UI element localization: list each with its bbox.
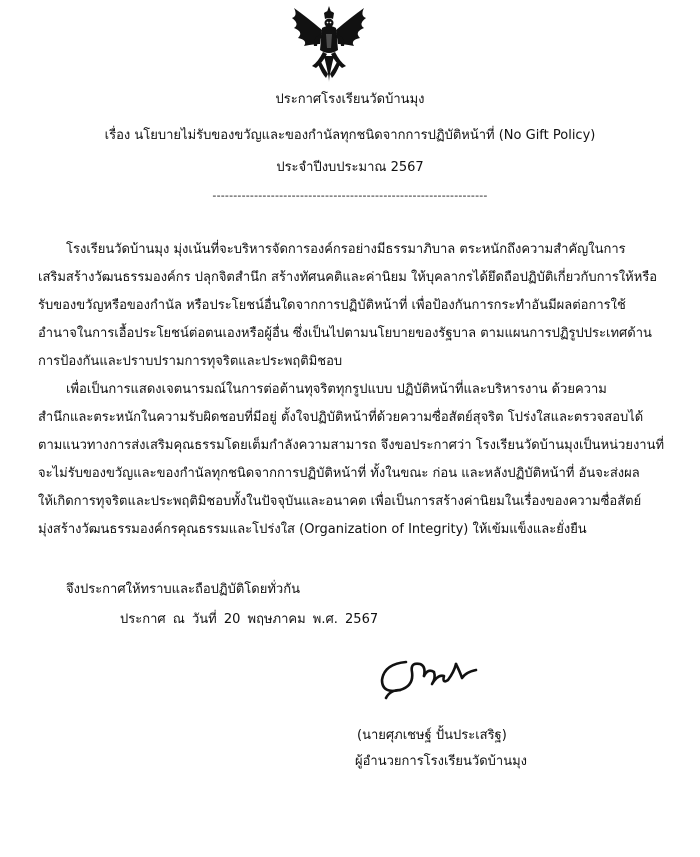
paragraph-line: ตามแนวทางการส่งเสริมคุณธรรมโดยเต็มกำลังความสามารถ จึงขอประกาศว่า โรงเรียนวัดบ้านมุงเป็นหน่วยงานที่ bbox=[38, 438, 665, 453]
paragraph-line: อำนาจในการเอื้อประโยชน์ต่อตนเองหรือผู้อื่น ซึ่งเป็นไปตามนโยบายของรัฐบาล ตามแผนการปฏิรูปประเทศด้าน bbox=[38, 326, 652, 341]
paragraph-line: การป้องกันและปราบปรามการทุจริตและประพฤติมิชอบ bbox=[38, 354, 343, 369]
paragraph-line: จะไม่รับของขวัญและของกำนัลทุกชนิดจากการปฏิบัติหน้าที่ ทั้งในขณะ ก่อน และหลังปฏิบัติหน้าที่ อันจะส่งผล bbox=[38, 466, 640, 481]
paragraph-line: เสริมสร้างวัฒนธรรมองค์กร ปลุกจิตสำนึก สร้างทัศนคติและค่านิยม ให้บุคลากรได้ยึดถือปฏิบัติเกี่ยวกับการให้หรือ bbox=[38, 270, 658, 285]
signature-image bbox=[376, 650, 486, 710]
announcement-year-wrap bbox=[0, 156, 700, 180]
announcement-subject: เรื่อง นโยบายไม่รับของขวัญและของกำนัลทุกชนิดจากการปฏิบัติหน้าที่ (No Gift Policy) bbox=[104, 128, 596, 143]
signer-name: (นายศุภเชษฐ์ ปั้นประเสริฐ) bbox=[357, 728, 507, 743]
paragraph-line: ให้เกิดการทุจริตและประพฤติมิชอบทั้งในปัจจุบันและอนาคต เพื่อเป็นการสร้างค่านิยมในเรื่องของความซื่อสัตย์ bbox=[38, 494, 642, 509]
fiscal-year: ประจำปีงบประมาณ 2567 bbox=[276, 160, 424, 175]
paragraph-line: สำนึกและตระหนักในความรับผิดชอบที่มีอยู่ ตั้งใจปฏิบัติหน้าที่ด้วยความซื่อสัตย์สุจริต โปร่งใสและตรวจสอบได้ bbox=[38, 410, 644, 425]
paragraph-line: เพื่อเป็นการแสดงเจตนารมณ์ในการต่อต้านทุจริตทุกรูปแบบ ปฏิบัติหน้าที่และบริหารงาน ด้วยความ bbox=[66, 382, 607, 397]
paragraph-line: โรงเรียนวัดบ้านมุง มุ่งเน้นที่จะบริหารจัดการองค์กรอย่างมีธรรมาภิบาล ตระหนักถึงความสำคัญในการ bbox=[66, 242, 626, 257]
paragraph-policy-statement bbox=[38, 376, 666, 544]
garuda-emblem-icon bbox=[288, 4, 370, 84]
header-separator: ------------------------------------------------------------------ bbox=[212, 189, 488, 202]
announcement-header bbox=[0, 88, 700, 112]
paragraph-line: มุ่งสร้างวัฒนธรรมองค์กรคุณธรรมและโปร่งใส (Organization of Integrity) ให้เข้มแข็งและยั่งยืน bbox=[38, 522, 587, 537]
paragraph-policy-intro bbox=[38, 236, 666, 376]
closing-announce: จึงประกาศให้ทราบและถือปฏิบัติโดยทั่วกัน bbox=[66, 582, 300, 597]
announcement-subject-wrap bbox=[0, 124, 700, 148]
paragraph-line: รับของขวัญหรือของกำนัล หรือประโยชน์อื่นใดจากการปฏิบัติหน้าที่ เพื่อป้องกันการกระทำอันมีผลต่อการใช้ bbox=[38, 298, 626, 313]
announcement-date: ประกาศ ณ วันที่ 20 พฤษภาคม พ.ศ. 2567 bbox=[120, 612, 379, 627]
announcement-issuer: ประกาศโรงเรียนวัดบ้านมุง bbox=[275, 92, 425, 107]
signer-position: ผู้อำนวยการโรงเรียนวัดบ้านมุง bbox=[355, 754, 528, 769]
